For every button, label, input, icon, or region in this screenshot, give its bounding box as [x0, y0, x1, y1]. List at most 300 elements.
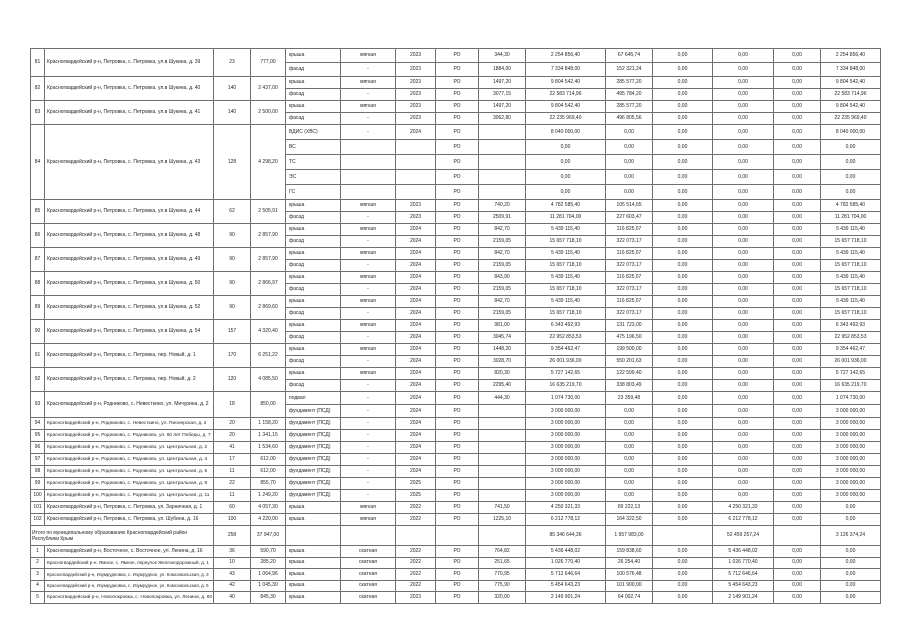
total-cell: 9 804 542,40	[821, 77, 881, 89]
unit-cost-cell: 338 803,49	[606, 380, 653, 392]
source-cell: РО	[436, 101, 479, 113]
count-cell: 140	[214, 77, 251, 101]
total-amount-l-cell	[653, 526, 713, 546]
amount-l-cell: 0,00	[653, 380, 713, 392]
amount-n-cell: 0,00	[774, 368, 821, 380]
amount-m-cell: 0,00	[713, 155, 774, 170]
amount-m-cell: 0,00	[713, 405, 774, 418]
total-cell: 22 235 969,40	[821, 113, 881, 125]
cost-cell: 3 000 000,00	[526, 466, 606, 478]
material-cell: скатная	[341, 592, 396, 604]
table-row	[31, 514, 881, 526]
address-cell: Красногвардейский р-н, Петровка, с. Петровка, ул.в Шукина, д. 41	[45, 101, 214, 125]
table-row	[31, 418, 881, 430]
document-sheet	[30, 48, 880, 604]
total-cell: 5 439 115,40	[821, 296, 881, 308]
amount-l-cell: 0,00	[653, 466, 713, 478]
material-cell	[341, 155, 396, 170]
table-row	[31, 580, 881, 592]
address-cell: Красногвардейский р-н, Петровка, с. Петровка, ул.в Шукина, д. 48	[45, 224, 214, 248]
table-row	[31, 569, 881, 581]
unit-cost-cell: 89 222,13	[606, 502, 653, 514]
unit-cost-cell: 23 359,48	[606, 392, 653, 405]
amount-l-cell: 0,00	[653, 140, 713, 155]
amount-n-cell: 0,00	[774, 430, 821, 442]
amount-l-cell: 0,00	[653, 170, 713, 185]
count-cell: 41	[214, 442, 251, 454]
element-cell: крыша	[286, 49, 341, 63]
year-cell: 2024	[396, 368, 436, 380]
element-cell: фасад	[286, 212, 341, 224]
address-cell: Красногвардейский р-н, Родниково, с. Невесткино, ул. Мичурина, д. 2	[45, 392, 214, 418]
amount-l-cell: 0,00	[653, 125, 713, 140]
cost-cell: 6 343 492,93	[526, 320, 606, 332]
total-year-cell	[396, 526, 436, 546]
address-cell: Красногвардейский р-н, Петровка, с. Петровка, ул.в Шукина, д. 50	[45, 272, 214, 296]
address-cell: Красногвардейский р-н, Изумрудновка, с. Изумрудное, ул. Комсомольская, д. 3	[45, 569, 214, 581]
source-cell: РО	[436, 308, 479, 320]
source-cell: РО	[436, 236, 479, 248]
volume-cell	[479, 442, 526, 454]
element-cell: фасад	[286, 332, 341, 344]
element-cell: фасад	[286, 236, 341, 248]
total-cell: 22 952 853,53	[821, 332, 881, 344]
total-cell: 0,00	[821, 557, 881, 569]
area-cell: 4 085,50	[251, 368, 286, 392]
cost-cell: 2 149 901,24	[526, 592, 606, 604]
element-cell: подвал	[286, 392, 341, 405]
amount-m-cell: 0,00	[713, 49, 774, 63]
table-row	[31, 478, 881, 490]
amount-m-cell: 0,00	[713, 89, 774, 101]
source-cell: РО	[436, 405, 479, 418]
row-number-cell: 4	[31, 580, 45, 592]
source-cell: РО	[436, 320, 479, 332]
table-row	[31, 320, 881, 332]
year-cell: 2024	[396, 272, 436, 284]
row-number-cell: 81	[31, 49, 45, 77]
element-cell: крыша	[286, 344, 341, 356]
amount-m-cell: 0,00	[713, 212, 774, 224]
volume-cell: 1448,20	[479, 344, 526, 356]
repair-program-table	[30, 48, 881, 604]
amount-m-cell: 0,00	[713, 101, 774, 113]
source-cell: РО	[436, 557, 479, 569]
volume-cell: 3028,70	[479, 356, 526, 368]
amount-n-cell: 0,00	[774, 89, 821, 101]
material-cell: -	[341, 356, 396, 368]
total-cell: 22 583 714,96	[821, 89, 881, 101]
count-cell: 157	[214, 320, 251, 344]
material-cell: мягкая	[341, 344, 396, 356]
count-cell: 22	[214, 478, 251, 490]
amount-m-cell: 0,00	[713, 466, 774, 478]
area-cell: 2 437,00	[251, 77, 286, 101]
amount-n-cell: 0,00	[774, 442, 821, 454]
amount-m-cell: 0,00	[713, 442, 774, 454]
element-cell: крыша	[286, 569, 341, 581]
element-cell: крыша	[286, 224, 341, 236]
volume-cell: 2159,05	[479, 284, 526, 296]
element-cell: крыша	[286, 248, 341, 260]
volume-cell: 775,90	[479, 580, 526, 592]
row-number-cell: 93	[31, 392, 45, 418]
cost-cell: 0,00	[526, 140, 606, 155]
table-row	[31, 224, 881, 236]
year-cell: 2022	[396, 557, 436, 569]
total-cell: 0,00	[821, 502, 881, 514]
unit-cost-cell: 0,00	[606, 466, 653, 478]
amount-m-cell: 0,00	[713, 308, 774, 320]
table-row	[31, 557, 881, 569]
element-cell: крыша	[286, 296, 341, 308]
total-cell: 3 000 000,00	[821, 405, 881, 418]
cost-cell: 8 040 000,00	[526, 125, 606, 140]
area-cell: 4 298,20	[251, 125, 286, 200]
address-cell: Красногвардейский р-н, Петровка, с. Петровка, ул.в Шукина, д. 43	[45, 125, 214, 200]
address-cell: Красногвардейский р-н, Петровка, с. Петровка, пер. Новый, д. 1	[45, 344, 214, 368]
amount-l-cell: 0,00	[653, 284, 713, 296]
amount-l-cell: 0,00	[653, 502, 713, 514]
total-cell: 3 000 000,00	[821, 466, 881, 478]
volume-cell	[479, 466, 526, 478]
material-cell: мягкая	[341, 272, 396, 284]
source-cell: РО	[436, 569, 479, 581]
cost-cell: 26 001 936,00	[526, 356, 606, 368]
total-cell: 5 727 142,65	[821, 368, 881, 380]
unit-cost-cell: 322 073,17	[606, 236, 653, 248]
row-number-cell: 99	[31, 478, 45, 490]
source-cell: РО	[436, 248, 479, 260]
amount-l-cell: 0,00	[653, 155, 713, 170]
row-number-cell: 1	[31, 546, 45, 558]
year-cell: 2022	[396, 546, 436, 558]
cost-cell: 5 727 142,65	[526, 368, 606, 380]
table-row	[31, 490, 881, 502]
cost-cell: 3 000 000,00	[526, 442, 606, 454]
material-cell: мягкая	[341, 320, 396, 332]
amount-l-cell: 0,00	[653, 200, 713, 212]
amount-m-cell: 2 149 901,24	[713, 592, 774, 604]
source-cell: РО	[436, 140, 479, 155]
area-cell: 6 251,22	[251, 344, 286, 368]
amount-l-cell: 0,00	[653, 101, 713, 113]
year-cell	[396, 185, 436, 200]
amount-l-cell: 0,00	[653, 344, 713, 356]
year-cell: 2024	[396, 430, 436, 442]
cost-cell: 16 635 219,70	[526, 380, 606, 392]
source-cell: РО	[436, 344, 479, 356]
year-cell: 2024	[396, 224, 436, 236]
year-cell: 2024	[396, 380, 436, 392]
unit-cost-cell: 0,00	[606, 418, 653, 430]
total-cell: 4 782 585,40	[821, 200, 881, 212]
count-cell: 20	[214, 430, 251, 442]
material-cell: -	[341, 454, 396, 466]
table-row	[31, 442, 881, 454]
element-cell: ВС	[286, 140, 341, 155]
amount-n-cell: 0,00	[774, 77, 821, 89]
amount-m-cell: 0,00	[713, 430, 774, 442]
amount-n-cell: 0,00	[774, 454, 821, 466]
cost-cell: 1 074 730,00	[526, 392, 606, 405]
cost-cell: 5 439 115,40	[526, 272, 606, 284]
cost-cell: 5 439 115,40	[526, 224, 606, 236]
material-cell: -	[341, 236, 396, 248]
amount-n-cell: 0,00	[774, 125, 821, 140]
element-cell: фасад	[286, 113, 341, 125]
cost-cell: 9 804 542,40	[526, 77, 606, 89]
material-cell: мягкая	[341, 200, 396, 212]
amount-n-cell: 0,00	[774, 49, 821, 63]
count-cell: 43	[214, 569, 251, 581]
volume-cell	[479, 454, 526, 466]
amount-l-cell: 0,00	[653, 212, 713, 224]
amount-n-cell: 0,00	[774, 248, 821, 260]
row-number-cell: 102	[31, 514, 45, 526]
row-number-cell: 82	[31, 77, 45, 101]
count-cell: 20	[214, 418, 251, 430]
year-cell: 2024	[396, 125, 436, 140]
cost-cell: 5 439 115,40	[526, 248, 606, 260]
element-cell: фундамент (ПСД)	[286, 478, 341, 490]
area-cell: 612,00	[251, 466, 286, 478]
amount-l-cell: 0,00	[653, 113, 713, 125]
amount-n-cell: 0,00	[774, 344, 821, 356]
total-cell: 0,00	[821, 569, 881, 581]
year-cell	[396, 170, 436, 185]
address-cell: Красногвардейский р-н, Петровка, с. Петровка, ул.в Шукина, д. 44	[45, 200, 214, 224]
amount-m-cell: 0,00	[713, 140, 774, 155]
amount-l-cell: 0,00	[653, 490, 713, 502]
volume-cell	[479, 430, 526, 442]
year-cell: 2024	[396, 236, 436, 248]
source-cell: РО	[436, 332, 479, 344]
amount-m-cell: 0,00	[713, 320, 774, 332]
amount-n-cell: 0,00	[774, 101, 821, 113]
address-cell: Красногвардейский р-н, Петровка, с. Петровка, ул.в Шукина, д. 39	[45, 49, 214, 77]
source-cell: РО	[436, 296, 479, 308]
year-cell: 2022	[396, 502, 436, 514]
unit-cost-cell: 0,00	[606, 155, 653, 170]
amount-n-cell: 0,00	[774, 478, 821, 490]
amount-m-cell: 0,00	[713, 356, 774, 368]
amount-n-cell: 0,00	[774, 332, 821, 344]
year-cell: 2023	[396, 212, 436, 224]
total-cell: 3 000 000,00	[821, 478, 881, 490]
amount-l-cell: 0,00	[653, 478, 713, 490]
source-cell: РО	[436, 170, 479, 185]
amount-n-cell: 0,00	[774, 284, 821, 296]
element-cell: фасад	[286, 284, 341, 296]
count-cell: 140	[214, 101, 251, 125]
source-cell: РО	[436, 490, 479, 502]
count-cell: 128	[214, 125, 251, 200]
amount-m-cell: 0,00	[713, 185, 774, 200]
year-cell: 2024	[396, 442, 436, 454]
material-cell	[341, 140, 396, 155]
amount-n-cell: 0,00	[774, 356, 821, 368]
amount-m-cell: 0,00	[713, 125, 774, 140]
material-cell: мягкая	[341, 77, 396, 89]
area-cell: 2 505,91	[251, 200, 286, 224]
address-cell: Красногвардейский р-н, Родниково, с. Невесткино, ул. Пионерская, д. 2	[45, 418, 214, 430]
year-cell: 2024	[396, 392, 436, 405]
source-cell: РО	[436, 514, 479, 526]
volume-cell: 2509,91	[479, 212, 526, 224]
total-cell: 15 657 718,10	[821, 236, 881, 248]
amount-l-cell: 0,00	[653, 77, 713, 89]
amount-n-cell: 0,00	[774, 224, 821, 236]
total-cell: 0,00	[821, 170, 881, 185]
total-cell: 3 000 000,00	[821, 454, 881, 466]
row-number-cell: 91	[31, 344, 45, 368]
row-number-cell: 3	[31, 569, 45, 581]
address-cell: Красногвардейский р-н, Петровка, с. Петровка, пер. Новый, д. 2	[45, 368, 214, 392]
amount-n-cell: 0,00	[774, 490, 821, 502]
year-cell: 2024	[396, 308, 436, 320]
cost-cell: 15 657 718,10	[526, 260, 606, 272]
total-cell: 0,00	[821, 580, 881, 592]
cost-cell: 0,00	[526, 170, 606, 185]
amount-n-cell: 0,00	[774, 380, 821, 392]
amount-n-cell: 0,00	[774, 466, 821, 478]
address-cell: Красногвардейский р-н, Родниково, с. Родниково, ул. Центральная, д. 11	[45, 490, 214, 502]
source-cell: РО	[436, 185, 479, 200]
amount-m-cell: 1 026 770,40	[713, 557, 774, 569]
amount-m-cell: 0,00	[713, 454, 774, 466]
count-cell: 60	[214, 502, 251, 514]
element-cell: крыша	[286, 580, 341, 592]
table-row	[31, 344, 881, 356]
area-cell: 4 220,00	[251, 514, 286, 526]
unit-cost-cell: 0,00	[606, 490, 653, 502]
material-cell: -	[341, 284, 396, 296]
area-cell: 2 869,60	[251, 296, 286, 320]
unit-cost-cell: 0,00	[606, 478, 653, 490]
amount-m-cell: 0,00	[713, 392, 774, 405]
unit-cost-cell: 131 723,00	[606, 320, 653, 332]
source-cell: РО	[436, 546, 479, 558]
material-cell: -	[341, 63, 396, 77]
unit-cost-cell: 101 900,00	[606, 580, 653, 592]
unit-cost-cell: 0,00	[606, 430, 653, 442]
amount-n-cell: 0,00	[774, 308, 821, 320]
amount-n-cell: 0,00	[774, 63, 821, 77]
element-cell: крыша	[286, 592, 341, 604]
total-unit-cost-cell: 1 957 983,00	[606, 526, 653, 546]
volume-cell	[479, 185, 526, 200]
total-label-cell: Итого по муниципальному образованию Красногвардейский район Республики Крым	[31, 526, 214, 546]
amount-l-cell: 0,00	[653, 272, 713, 284]
material-cell: скатная	[341, 580, 396, 592]
element-cell: фундамент (ПСД)	[286, 430, 341, 442]
address-cell: Красногвардейский р-н, Петровка, с. Петровка, ул. Шубина, д. 16	[45, 514, 214, 526]
amount-n-cell: 0,00	[774, 260, 821, 272]
amount-l-cell: 0,00	[653, 454, 713, 466]
material-cell: -	[341, 442, 396, 454]
year-cell: 2023	[396, 101, 436, 113]
table-row	[31, 77, 881, 89]
source-cell: РО	[436, 466, 479, 478]
volume-cell: 2159,05	[479, 260, 526, 272]
amount-l-cell: 0,00	[653, 89, 713, 101]
volume-cell: 741,50	[479, 502, 526, 514]
year-cell: 2025	[396, 490, 436, 502]
amount-n-cell: 0,00	[774, 155, 821, 170]
amount-n-cell: 0,00	[774, 418, 821, 430]
total-cell: 26 001 936,00	[821, 356, 881, 368]
source-cell: РО	[436, 368, 479, 380]
total-cell: 3 000 000,00	[821, 490, 881, 502]
amount-n-cell: 0,00	[774, 140, 821, 155]
element-cell: крыша	[286, 514, 341, 526]
table-row	[31, 248, 881, 260]
address-cell: Красногвардейский р-н, Восточное, с. Восточное, ул. Ленина, д. 16	[45, 546, 214, 558]
row-number-cell: 96	[31, 442, 45, 454]
total-cell: 5 439 115,40	[821, 224, 881, 236]
total-count-cell: 258	[214, 526, 251, 546]
row-number-cell: 88	[31, 272, 45, 296]
area-cell: 4 320,40	[251, 320, 286, 344]
year-cell: 2024	[396, 405, 436, 418]
element-cell: фундамент (ПСД)	[286, 490, 341, 502]
area-cell: 612,00	[251, 454, 286, 466]
unit-cost-cell: 116 825,07	[606, 224, 653, 236]
source-cell: РО	[436, 125, 479, 140]
total-row	[31, 526, 881, 546]
area-cell: 1 249,20	[251, 490, 286, 502]
table-row	[31, 454, 881, 466]
amount-l-cell: 0,00	[653, 332, 713, 344]
unit-cost-cell: 322 073,17	[606, 308, 653, 320]
unit-cost-cell: 122 599,40	[606, 368, 653, 380]
total-cell: 6 343 492,93	[821, 320, 881, 332]
amount-n-cell: 0,00	[774, 170, 821, 185]
amount-n-cell: 0,00	[774, 514, 821, 526]
volume-cell: 770,95	[479, 569, 526, 581]
amount-m-cell: 0,00	[713, 170, 774, 185]
total-cell: 16 635 219,70	[821, 380, 881, 392]
material-cell: -	[341, 430, 396, 442]
amount-n-cell: 0,00	[774, 212, 821, 224]
material-cell: скатная	[341, 546, 396, 558]
material-cell: -	[341, 405, 396, 418]
total-cell: 3 000 000,00	[821, 430, 881, 442]
cost-cell: 7 334 848,00	[526, 63, 606, 77]
amount-l-cell: 0,00	[653, 260, 713, 272]
volume-cell: 251,65	[479, 557, 526, 569]
element-cell: ГС	[286, 185, 341, 200]
amount-l-cell: 0,00	[653, 63, 713, 77]
material-cell: мягкая	[341, 224, 396, 236]
material-cell: -	[341, 332, 396, 344]
amount-n-cell: 0,00	[774, 113, 821, 125]
source-cell: РО	[436, 284, 479, 296]
table-row	[31, 272, 881, 284]
element-cell: крыша	[286, 557, 341, 569]
total-cell: 15 657 718,10	[821, 260, 881, 272]
volume-cell: 444,30	[479, 392, 526, 405]
unit-cost-cell: 550 201,63	[606, 356, 653, 368]
volume-cell: 3077,15	[479, 89, 526, 101]
year-cell: 2024	[396, 296, 436, 308]
amount-n-cell: 0,00	[774, 320, 821, 332]
element-cell: фасад	[286, 63, 341, 77]
amount-m-cell: 0,00	[713, 63, 774, 77]
source-cell: РО	[436, 260, 479, 272]
source-cell: РО	[436, 430, 479, 442]
